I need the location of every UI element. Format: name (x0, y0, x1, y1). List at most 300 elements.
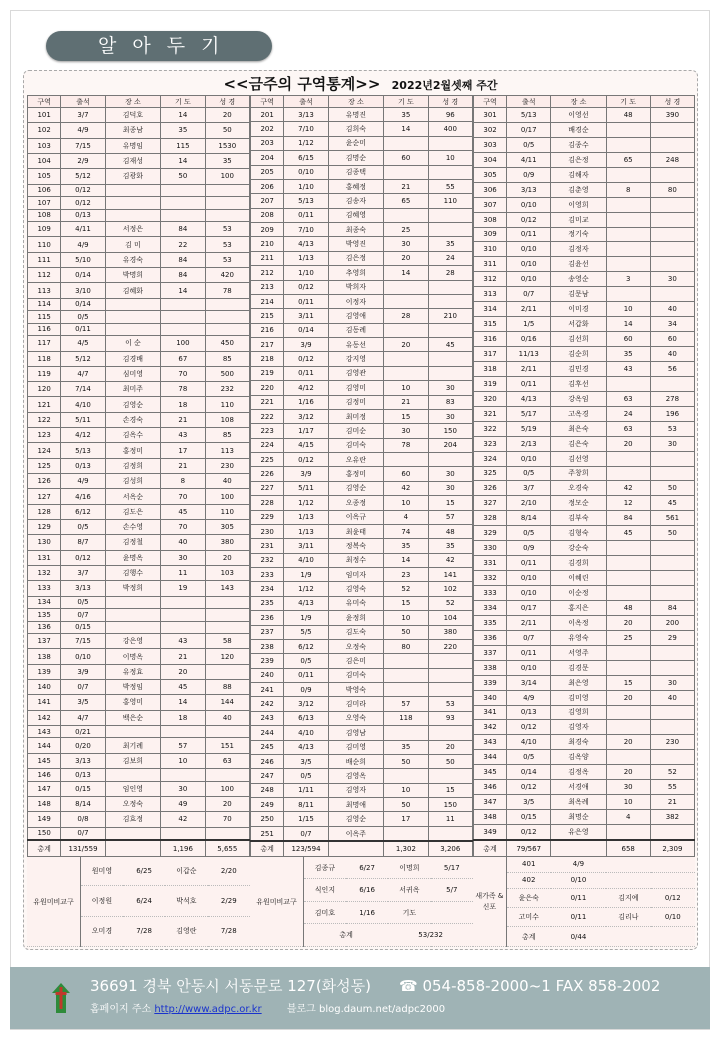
table-cell: 강순숙 (551, 541, 606, 556)
table-cell: 248 (251, 783, 284, 797)
table-cell: 이옥정 (551, 615, 606, 630)
table-cell: 홍정미 (328, 467, 384, 481)
table-row (251, 453, 473, 467)
table-row (251, 136, 473, 150)
table-cell: 5/11 (284, 481, 328, 495)
table-cell: 305 (474, 167, 507, 182)
total-cell: 총계 (474, 840, 507, 856)
bottom-cell: 1/16 (346, 901, 388, 924)
table-cell: 이정자 (328, 294, 384, 308)
table-cell (428, 136, 472, 150)
table-cell: 7/10 (284, 122, 328, 136)
table-cell (650, 122, 694, 137)
table-cell: 45 (428, 338, 472, 352)
table-cell: 2/11 (507, 615, 551, 630)
table-cell: 김미순 (328, 424, 384, 438)
table-cell: 4/13 (284, 237, 328, 251)
table-row (474, 660, 695, 675)
table-cell: 118 (384, 711, 428, 725)
table-cell: 96 (428, 108, 472, 122)
table-row (28, 283, 250, 298)
table-cell: 20 (606, 615, 650, 630)
table-row (28, 664, 250, 679)
table-row (28, 184, 250, 197)
table-cell (650, 287, 694, 302)
total-cell: 3,206 (428, 841, 472, 856)
table-cell: 0/20 (61, 738, 105, 753)
table-cell: 11 (161, 565, 205, 580)
table-cell: 35 (384, 108, 428, 122)
bottom-cell (606, 857, 650, 872)
table-cell: 김영미 (328, 381, 384, 395)
table-cell: 20 (606, 690, 650, 705)
table-cell (650, 451, 694, 466)
table-row (28, 474, 250, 489)
table-cell: 0/11 (61, 323, 105, 336)
table-cell: 30 (650, 272, 694, 287)
table-cell: 147 (28, 781, 61, 796)
table-cell (650, 197, 694, 212)
table-row (251, 438, 473, 452)
total-cell: 658 (606, 840, 650, 856)
table-cell: 유정효 (105, 664, 161, 679)
table-cell: 14 (384, 122, 428, 136)
table-cell (606, 556, 650, 571)
bottom-cell: 6/27 (346, 857, 388, 879)
table-cell: 김영옥 (328, 769, 384, 783)
table-cell: 30 (650, 675, 694, 690)
table-cell: 390 (650, 108, 694, 123)
table-cell: 5/10 (61, 252, 105, 267)
table-row (28, 609, 250, 622)
table-row (28, 519, 250, 534)
table-cell: 11/13 (507, 347, 551, 362)
table-row (474, 810, 695, 825)
table-cell: 208 (251, 208, 284, 222)
table-cell: 228 (251, 496, 284, 510)
table-cell: 김정철 (105, 535, 161, 550)
table-cell: 240 (251, 668, 284, 682)
table-row (251, 237, 473, 251)
table-cell: 231 (251, 539, 284, 553)
table-cell: 0/21 (61, 725, 105, 738)
table-row (28, 649, 250, 664)
table-cell: 백은순 (105, 710, 161, 725)
table-cell: 28 (428, 266, 472, 280)
table-cell: 151 (205, 738, 249, 753)
table-row (28, 812, 250, 827)
table-cell: 105 (28, 169, 61, 184)
table-cell (606, 451, 650, 466)
table-cell: 43 (161, 634, 205, 649)
table-cell: 329 (474, 526, 507, 541)
table-cell (428, 352, 472, 366)
bottom-cell: 6/25 (123, 857, 165, 886)
table-row (474, 600, 695, 615)
column-header: 구역 (474, 96, 507, 108)
table-cell (650, 167, 694, 182)
table-cell: 237 (251, 625, 284, 639)
table-row (474, 242, 695, 257)
table-cell: 84 (606, 511, 650, 526)
table-cell: 60 (606, 332, 650, 347)
table-cell: 17 (384, 812, 428, 826)
table-cell: 김정옥 (551, 765, 606, 780)
table-cell: 144 (28, 738, 61, 753)
table-cell: 4/10 (284, 726, 328, 740)
bottom-cell (431, 901, 473, 924)
table-cell: 김선희 (551, 332, 606, 347)
table-cell: 278 (650, 391, 694, 406)
table-row (251, 553, 473, 567)
bottom-cell: 6/16 (346, 879, 388, 902)
table-cell: 0/12 (507, 720, 551, 735)
table-cell (650, 825, 694, 841)
table-cell (105, 621, 161, 634)
table-row (251, 122, 473, 136)
table-cell: 6/13 (284, 711, 328, 725)
table-cell: 335 (474, 615, 507, 630)
table-cell: 4/5 (61, 336, 105, 351)
table-cell: 1/13 (284, 510, 328, 524)
table-cell: 김성희 (105, 474, 161, 489)
table-cell: 322 (474, 421, 507, 436)
table-cell: 0/11 (507, 645, 551, 660)
table-cell: 5/17 (507, 406, 551, 421)
table-cell: 이영희 (551, 197, 606, 212)
table-cell: 1530 (205, 138, 249, 153)
table-cell: 24 (428, 251, 472, 265)
table-cell: 유은영 (551, 825, 606, 841)
column-header: 구역 (28, 96, 61, 108)
table-cell: 123 (28, 428, 61, 443)
table-cell: 김광화 (105, 169, 161, 184)
table-row (28, 298, 250, 311)
table-cell: 김 미 (105, 237, 161, 252)
table-cell: 3/10 (61, 283, 105, 298)
table-cell: 21 (161, 458, 205, 473)
table-cell: 김민경 (551, 361, 606, 376)
table-row (28, 535, 250, 550)
table-cell (384, 366, 428, 380)
table-row (474, 466, 695, 481)
table-cell (161, 298, 205, 311)
table-cell: 136 (28, 621, 61, 634)
table-cell: 210 (251, 237, 284, 251)
table-cell: 7/15 (61, 634, 105, 649)
table-cell: 최종숙 (328, 223, 384, 237)
bottom-cell: 5/17 (431, 857, 473, 879)
table-total-row (474, 840, 695, 856)
table-cell: 0/5 (507, 466, 551, 481)
table-cell: 5/5 (284, 625, 328, 639)
table-cell: 1/10 (284, 179, 328, 193)
table-cell: 0/14 (61, 298, 105, 311)
table-cell (428, 165, 472, 179)
table-cell: 3/11 (284, 309, 328, 323)
table-cell: 4/13 (284, 740, 328, 754)
table-cell: 313 (474, 287, 507, 302)
table-cell (606, 212, 650, 227)
table-cell: 윤정희 (328, 611, 384, 625)
bottom-cell (606, 927, 650, 947)
table-cell: 103 (28, 138, 61, 153)
table-cell: 15 (428, 783, 472, 797)
table-row (251, 496, 473, 510)
table-cell: 15 (384, 409, 428, 423)
table-cell: 5/13 (61, 443, 105, 458)
table-row (251, 223, 473, 237)
table-cell: 송영순 (551, 272, 606, 287)
table-cell (428, 453, 472, 467)
table-cell: 207 (251, 194, 284, 208)
table-cell: 14 (161, 153, 205, 168)
footer-line-2 (90, 1000, 445, 1015)
table-cell: 201 (251, 108, 284, 122)
table-row (474, 122, 695, 137)
table-cell: 49 (161, 796, 205, 811)
table-cell: 35 (205, 153, 249, 168)
table-cell: 8 (161, 474, 205, 489)
table-row (28, 397, 250, 412)
table-cell: 고옥경 (551, 406, 606, 421)
table-cell: 2/9 (61, 153, 105, 168)
table-cell: 0/8 (61, 812, 105, 827)
stats-table-100 (27, 95, 250, 857)
table-cell: 53 (205, 222, 249, 237)
table-cell: 128 (28, 504, 61, 519)
table-cell: 5/12 (61, 169, 105, 184)
table-cell: 301 (474, 108, 507, 123)
table-cell: 339 (474, 675, 507, 690)
table-cell: 331 (474, 556, 507, 571)
table-cell (205, 609, 249, 622)
table-cell: 14 (384, 553, 428, 567)
table-cell: 0/5 (284, 769, 328, 783)
table-cell: 21 (161, 412, 205, 427)
table-cell: 주창희 (551, 466, 606, 481)
table-cell: 15 (384, 596, 428, 610)
table-cell: 103 (205, 565, 249, 580)
bottom-cell (651, 857, 695, 872)
column-header: 출석 (507, 96, 551, 108)
table-row (28, 153, 250, 168)
table-cell: 246 (251, 754, 284, 768)
table-cell: 이미경 (551, 302, 606, 317)
table-cell: 230 (650, 735, 694, 750)
table-cell (606, 197, 650, 212)
table-cell: 0/10 (507, 571, 551, 586)
table-cell (105, 725, 161, 738)
table-row (251, 582, 473, 596)
table-cell: 김경문 (551, 660, 606, 675)
table-cell (606, 287, 650, 302)
table-cell: 0/17 (507, 122, 551, 137)
table-cell: 오경숙 (551, 481, 606, 496)
table-cell: 127 (28, 489, 61, 504)
bottom-total-label: 총계 (304, 924, 389, 947)
table-row (474, 182, 695, 197)
bottom-cell: 0/11 (551, 888, 607, 907)
table-cell: 3/13 (284, 108, 328, 122)
table-cell: 0/12 (507, 825, 551, 841)
table-cell (161, 725, 205, 738)
table-cell: 14 (161, 283, 205, 298)
table-cell: 42 (161, 812, 205, 827)
table-cell: 21 (161, 649, 205, 664)
table-cell: 홍지은 (551, 600, 606, 615)
table-cell (650, 212, 694, 227)
table-cell: 133 (28, 581, 61, 596)
table-row (251, 697, 473, 711)
table-row (28, 769, 250, 782)
table-row (251, 683, 473, 697)
table-cell: 4/13 (507, 391, 551, 406)
table-cell: 114 (28, 298, 61, 311)
table-cell: 34 (650, 317, 694, 332)
table-row (474, 481, 695, 496)
table-cell: 78 (384, 438, 428, 452)
table-cell: 124 (28, 443, 61, 458)
table-cell: 30 (384, 424, 428, 438)
table-cell: 김영자 (328, 783, 384, 797)
table-cell: 340 (474, 690, 507, 705)
table-cell: 100 (205, 169, 249, 184)
table-cell (606, 586, 650, 601)
table-row (474, 690, 695, 705)
table-cell: 35 (428, 237, 472, 251)
table-cell (384, 453, 428, 467)
table-cell: 4/11 (507, 152, 551, 167)
table-row (251, 280, 473, 294)
footer-homepage-label: 홈페이지 주소 (90, 1004, 152, 1015)
table-cell: 84 (161, 252, 205, 267)
bottom-right-block (473, 857, 695, 947)
table-cell: 333 (474, 586, 507, 601)
table-header-row (28, 96, 250, 108)
homepage-link[interactable]: http://www.adpc.or.kr (154, 1004, 262, 1015)
table-cell: 김미교 (551, 212, 606, 227)
table-cell: 100 (205, 489, 249, 504)
table-row (251, 654, 473, 668)
table-cell: 김동례 (328, 323, 384, 337)
table-cell: 135 (28, 609, 61, 622)
table-cell: 30 (384, 237, 428, 251)
table-cell: 0/13 (61, 769, 105, 782)
table-cell: 35 (161, 123, 205, 138)
table-cell: 52 (428, 596, 472, 610)
table-cell: 137 (28, 634, 61, 649)
table-cell: 추영희 (328, 266, 384, 280)
table-cell: 85 (205, 351, 249, 366)
total-cell: 2,309 (650, 840, 694, 856)
table-cell: 이 순 (105, 336, 161, 351)
table-cell: 236 (251, 611, 284, 625)
table-cell: 144 (205, 695, 249, 710)
table-cell: 0/11 (284, 294, 328, 308)
table-cell: 20 (384, 251, 428, 265)
table-cell: 1/16 (284, 395, 328, 409)
table-cell: 최명애 (328, 798, 384, 812)
table-cell: 0/10 (507, 197, 551, 212)
table-cell: 325 (474, 466, 507, 481)
table-cell (650, 242, 694, 257)
table-cell (384, 352, 428, 366)
table-cell: 김영숙 (328, 582, 384, 596)
table-cell: 서영주 (551, 645, 606, 660)
table-row (28, 138, 250, 153)
stats-subtitle: 2022년2월셋째 주간 (391, 79, 498, 92)
table-cell: 14 (161, 695, 205, 710)
table-row (28, 550, 250, 565)
table-cell: 김송자 (328, 194, 384, 208)
table-cell: 최은영 (551, 675, 606, 690)
table-row (474, 825, 695, 841)
table-cell: 1/13 (284, 524, 328, 538)
table-cell (606, 660, 650, 675)
table-cell: 206 (251, 179, 284, 193)
table-cell: 150 (428, 798, 472, 812)
table-cell: 0/10 (507, 272, 551, 287)
table-cell: 119 (28, 366, 61, 381)
table-cell (428, 769, 472, 783)
table-cell (161, 323, 205, 336)
table-cell: 이옥주 (328, 826, 384, 841)
table-cell: 48 (606, 108, 650, 123)
table-cell: 0/10 (507, 660, 551, 675)
table-cell: 57 (428, 510, 472, 524)
table-cell: 57 (161, 738, 205, 753)
table-cell: 0/11 (507, 376, 551, 391)
table-cell (161, 184, 205, 197)
table-cell: 김명순 (328, 151, 384, 165)
column-header: 기 도 (606, 96, 650, 108)
table-cell: 307 (474, 197, 507, 212)
table-cell: 60 (384, 151, 428, 165)
bottom-cell: 고미수 (506, 907, 550, 926)
table-cell: 400 (428, 122, 472, 136)
table-cell (428, 726, 472, 740)
table-cell: 0/13 (507, 705, 551, 720)
table-cell: 8/14 (61, 796, 105, 811)
bottom-cell: 이정원 (81, 886, 123, 916)
table-row (474, 302, 695, 317)
table-row (474, 645, 695, 660)
table-cell: 김문남 (551, 287, 606, 302)
table-cell: 4/10 (284, 553, 328, 567)
table-cell: 120 (28, 382, 61, 397)
column-header: 장 소 (328, 96, 384, 108)
table-cell: 115 (161, 138, 205, 153)
table-cell: 42 (606, 481, 650, 496)
table-cell: 임미자 (328, 568, 384, 582)
table-row (251, 769, 473, 783)
table-row (28, 710, 250, 725)
table-row (28, 596, 250, 609)
table-cell: 8/11 (284, 798, 328, 812)
table-cell (650, 556, 694, 571)
table-cell: 320 (474, 391, 507, 406)
table-row (251, 596, 473, 610)
table-row (251, 639, 473, 653)
table-row (28, 351, 250, 366)
table-cell: 3/13 (61, 581, 105, 596)
table-cell (105, 596, 161, 609)
table-cell: 40 (161, 535, 205, 550)
table-row (251, 309, 473, 323)
table-cell: 10 (384, 783, 428, 797)
table-cell: 이혜린 (551, 571, 606, 586)
